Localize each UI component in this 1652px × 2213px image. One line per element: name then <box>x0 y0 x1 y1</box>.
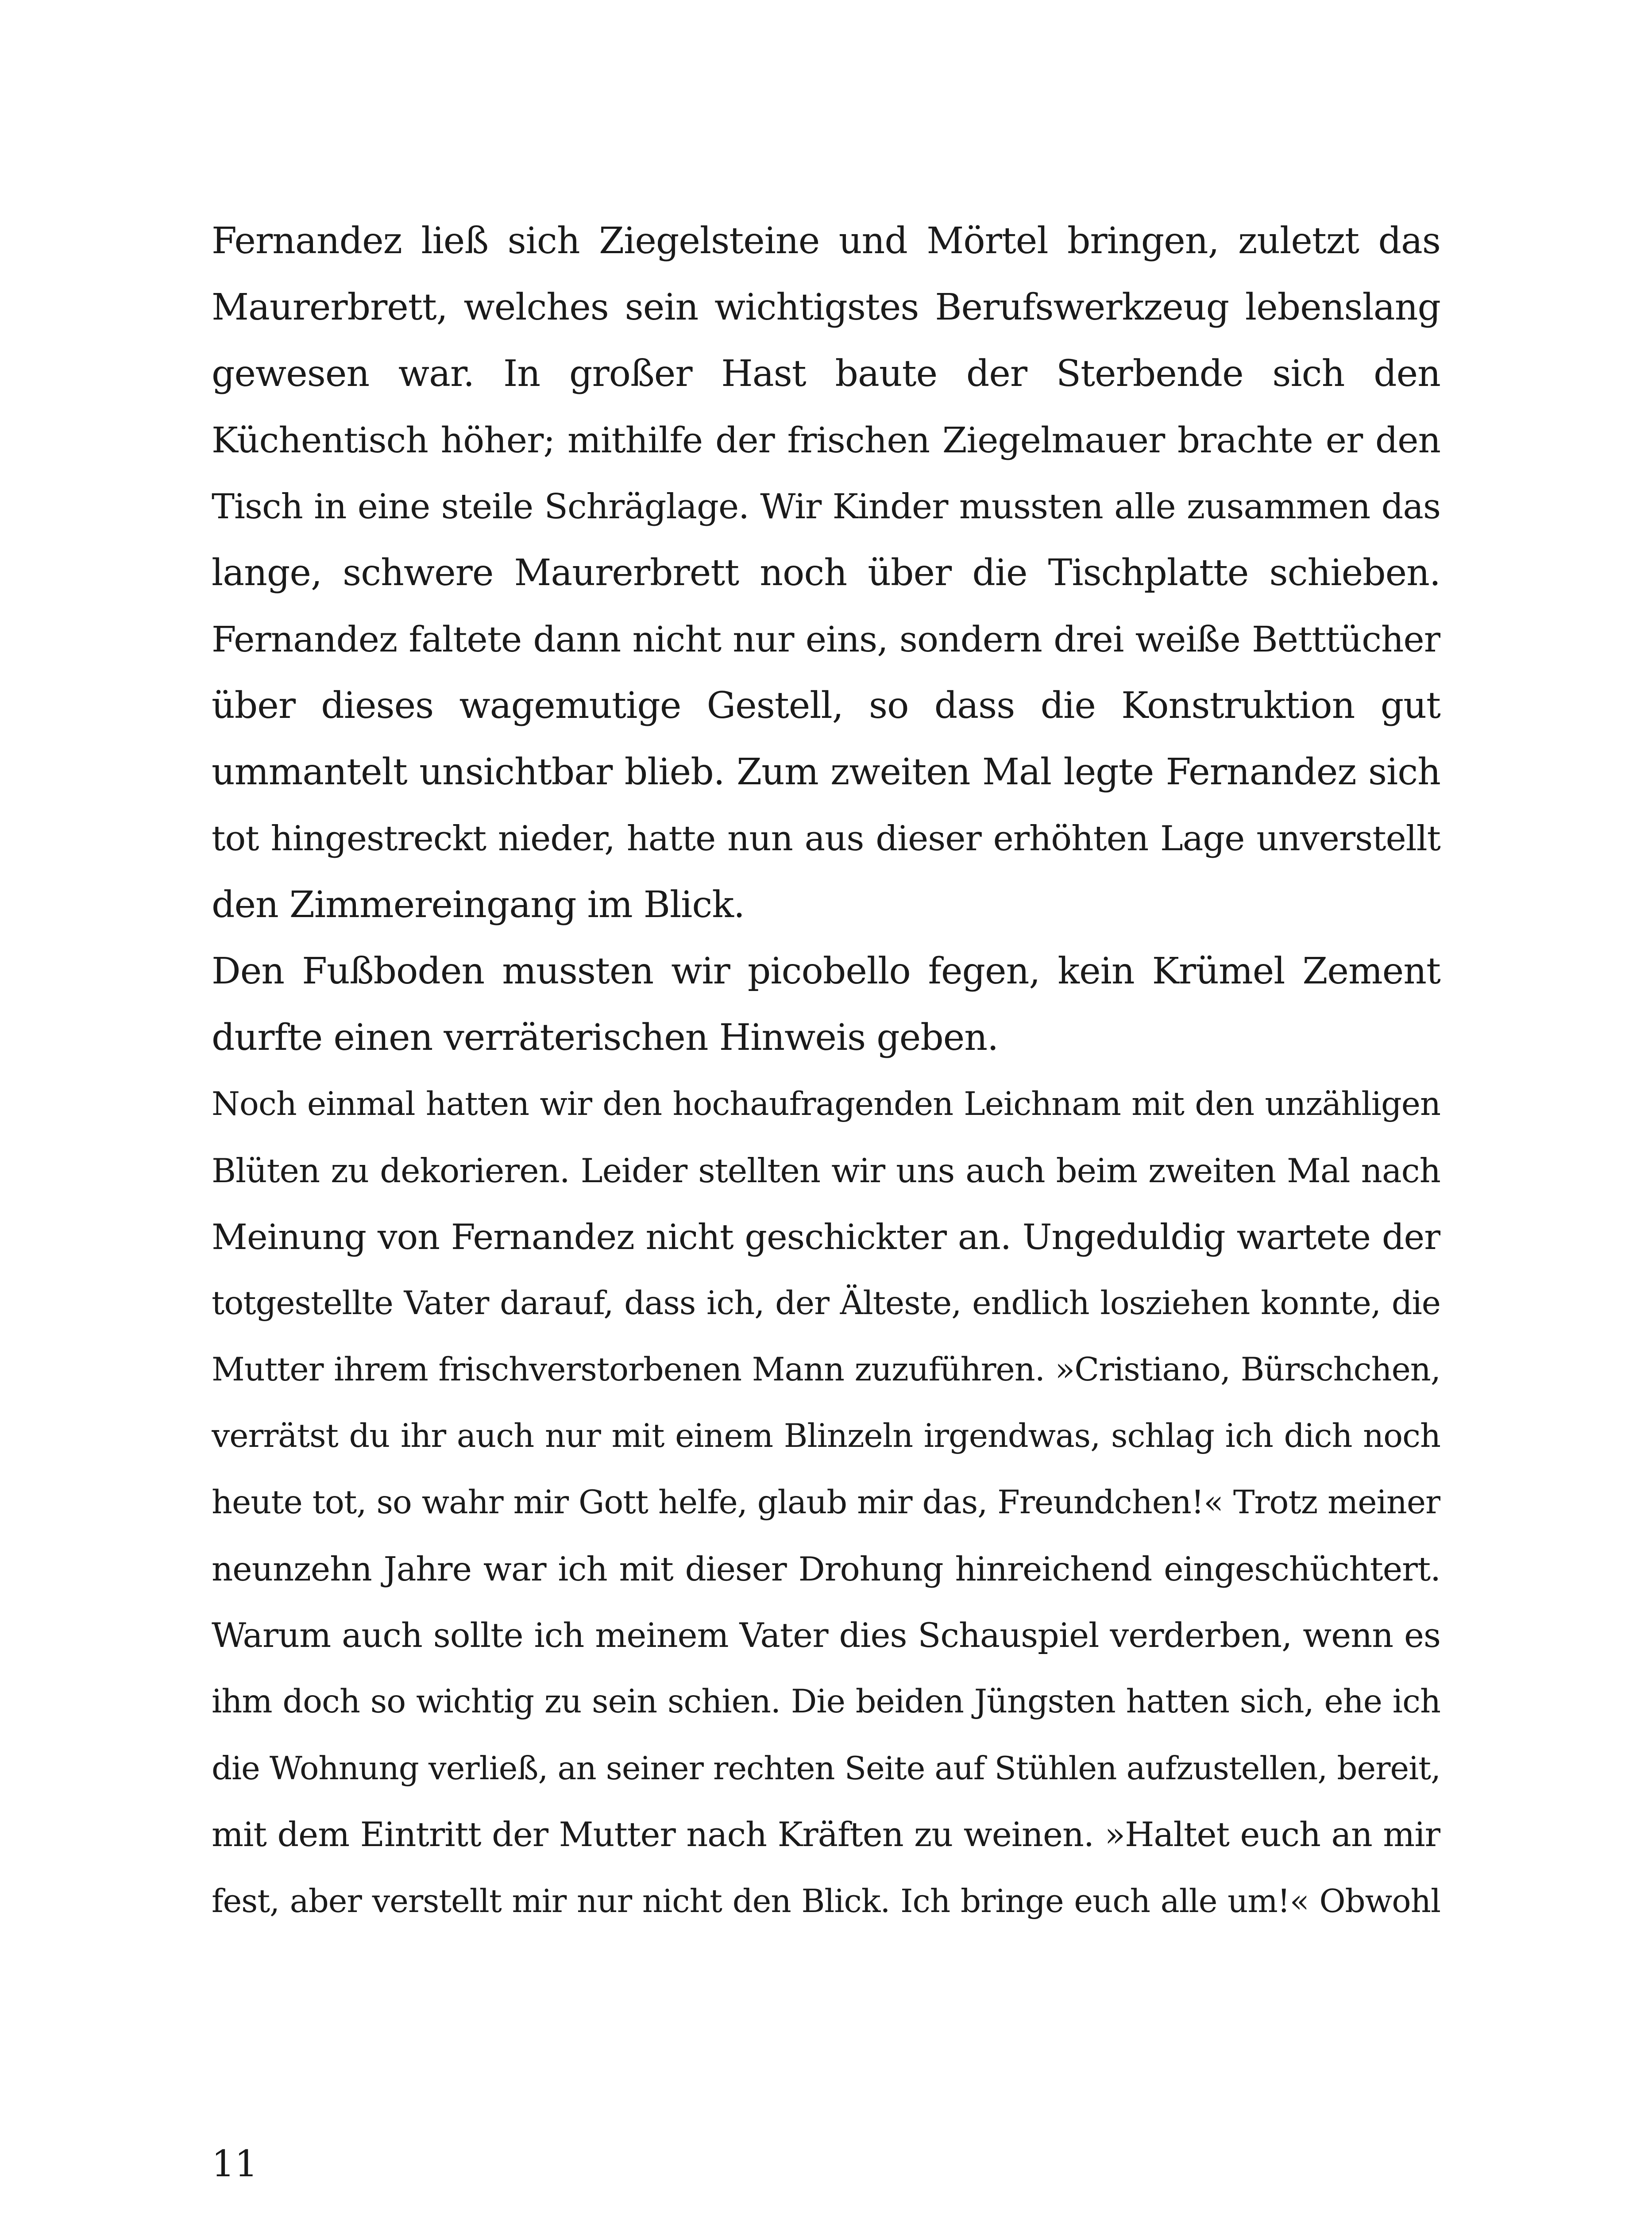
text-line: Meinung von Fernandez nicht geschickter an. Ungeduldig wartete der <box>212 1217 1440 1257</box>
text-line: ihm doch so wichtig zu sein schien. Die beiden Jüngsten hatten sich, ehe ich <box>212 1683 1440 1720</box>
text-line: mit dem Eintritt der Mutter nach Kräften zu weinen. »Haltet euch an mir <box>212 1815 1440 1854</box>
text-line: Tisch in eine steile Schräglage. Wir Kinder mussten alle zusammen das <box>212 487 1440 527</box>
text-line: verrätst du ihr auch nur mit einem Blinzeln irgendwas, schlag ich dich noch <box>212 1417 1440 1455</box>
text-line: die Wohnung verließ, an seiner rechten Seite auf Stühlen aufzustellen, bereit, <box>212 1750 1440 1787</box>
text-line: ummantelt unsichtbar blieb. Zum zweiten Mal legte Fernandez sich <box>212 751 1440 793</box>
text-line: den Zimmereingang im Blick. <box>212 884 745 926</box>
text-line: gewesen war. In großer Hast baute der Sterbende sich den <box>212 353 1440 395</box>
text-line: lange, schwere Maurerbrett noch über die Tischplatte schieben. <box>212 552 1440 594</box>
page-number: 11 <box>212 2143 258 2185</box>
text-line: totgestellte Vater darauf, dass ich, der Älteste, endlich losziehen konnte, die <box>212 1284 1440 1322</box>
text-line: Blüten zu dekorieren. Leider stellten wir uns auch beim zweiten Mal nach <box>212 1151 1440 1190</box>
text-line: Mutter ihrem frischverstorbenen Mann zuzuführen. »Cristiano, Bürschchen, <box>212 1351 1440 1388</box>
text-line: Fernandez faltete dann nicht nur eins, sondern drei weiße Betttücher <box>212 619 1440 660</box>
text-line: Fernandez ließ sich Ziegelsteine und Mörtel bringen, zuletzt das <box>212 220 1440 262</box>
text-line: fest, aber verstellt mir nur nicht den Blick. Ich bringe euch alle um!« Obwohl <box>212 1882 1440 1920</box>
text-line: durfte einen verräterischen Hinweis geben. <box>212 1017 999 1059</box>
text-line: Maurerbrett, welches sein wichtigstes Berufswerkzeug lebenslang <box>212 286 1440 328</box>
text-line: tot hingestreckt nieder, hatte nun aus dieser erhöhten Lage unverstellt <box>212 819 1440 859</box>
text-line: Küchentisch höher; mithilfe der frischen Ziegelmauer brachte er den <box>212 420 1440 461</box>
text-line: neunzehn Jahre war ich mit dieser Drohung hinreichend eingeschüchtert. <box>212 1550 1440 1588</box>
body-text <box>212 208 1440 1934</box>
text-line: Noch einmal hatten wir den hochaufragenden Leichnam mit den unzähligen <box>212 1085 1440 1123</box>
text-line: Warum auch sollte ich meinem Vater dies Schauspiel verderben, wenn es <box>212 1615 1440 1655</box>
text-line: heute tot, so wahr mir Gott helfe, glaub mir das, Freundchen!« Trotz meiner <box>212 1484 1440 1521</box>
text-line: Den Fußboden mussten wir picobello fegen, kein Krümel Zement <box>212 950 1440 992</box>
text-line: über dieses wagemutige Gestell, so dass die Konstruktion gut <box>212 685 1440 727</box>
